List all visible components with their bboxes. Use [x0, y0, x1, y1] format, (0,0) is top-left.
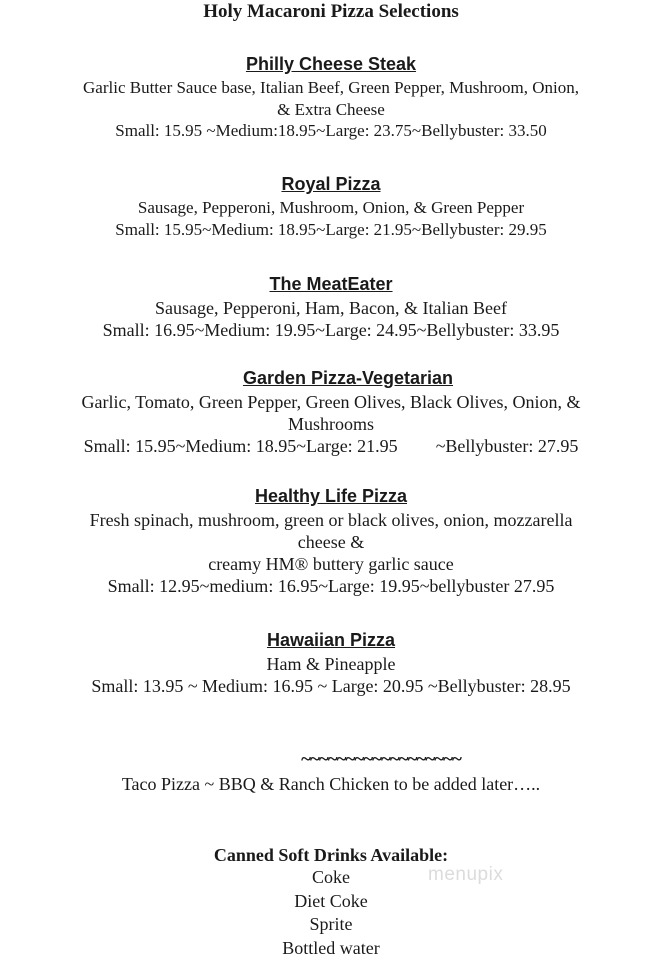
pizza-ingredients: & Extra Cheese	[277, 99, 385, 119]
drink-item: Bottled water	[282, 937, 380, 958]
pizza-prices-bellybuster: ~Bellybuster: 27.95	[435, 436, 579, 456]
pizza-healthy-life	[0, 485, 662, 597]
pizza-prices: Small: 16.95~Medium: 19.95~Large: 24.95~Bellybuster: 33.95	[102, 320, 560, 340]
pizza-meateater	[0, 273, 662, 341]
pizza-ingredients: Garlic, Tomato, Green Pepper, Green Olives, Black Olives, Onion, &	[81, 392, 581, 412]
pizza-name: Philly Cheese Steak	[245, 54, 417, 74]
menu-title: Holy Macaroni Pizza Selections	[203, 1, 459, 22]
pizza-royal	[0, 173, 662, 240]
pizza-ingredients: Fresh spinach, mushroom, green or black olives, onion, mozzarella	[89, 510, 573, 530]
menupix-watermark: menupix	[428, 864, 504, 885]
pizza-prices-main: Small: 15.95~Medium: 18.95~Large: 21.95	[83, 436, 398, 456]
drinks-title: Canned Soft Drinks Available:	[213, 845, 449, 865]
pizza-name: Royal Pizza	[281, 174, 381, 194]
pizza-prices: Small: 13.95 ~ Medium: 16.95 ~ Large: 20.95 ~Bellybuster: 28.95	[91, 676, 571, 696]
pizza-name: Hawaiian Pizza	[266, 630, 396, 650]
pizza-ingredients: Sausage, Pepperoni, Ham, Bacon, & Italian Beef	[155, 298, 507, 318]
pizza-garden-vegetarian	[0, 367, 662, 457]
drink-item: Diet Coke	[294, 890, 368, 911]
pizza-ingredients: Garlic Butter Sauce base, Italian Beef, Green Pepper, Mushroom, Onion,	[83, 78, 579, 97]
coming-soon-text: Taco Pizza ~ BBQ & Ranch Chicken to be added later…..	[121, 774, 541, 794]
pizza-hawaiian	[0, 629, 662, 697]
pizza-ingredients: creamy HM® buttery garlic sauce	[208, 554, 454, 574]
pizza-prices	[0, 435, 662, 457]
pizza-prices: Small: 15.95 ~Medium:18.95~Large: 23.75~Bellybuster: 33.50	[115, 121, 547, 140]
pizza-ingredients: Sausage, Pepperoni, Mushroom, Onion, & Green Pepper	[137, 198, 525, 217]
pizza-name: Healthy Life Pizza	[254, 486, 408, 506]
pizza-philly-cheese-steak	[0, 53, 662, 142]
pizza-ingredients: cheese &	[297, 532, 365, 552]
pizza-name: Garden Pizza-Vegetarian	[242, 368, 454, 388]
pizza-prices: Small: 12.95~medium: 16.95~Large: 19.95~bellybuster 27.95	[107, 576, 555, 596]
drink-item: Sprite	[309, 914, 353, 934]
drink-item: Coke	[312, 867, 350, 887]
coming-soon-section	[0, 750, 662, 795]
pizza-ingredients: Mushrooms	[287, 414, 374, 434]
drinks-section	[0, 844, 662, 960]
pizza-prices: Small: 15.95~Medium: 18.95~Large: 21.95~Bellybuster: 29.95	[115, 219, 547, 239]
pizza-name: The MeatEater	[269, 274, 393, 294]
tilde-divider: ~~~~~~~~~~~~~~~~~~	[301, 749, 461, 770]
pizza-ingredients: Ham & Pineapple	[266, 654, 396, 674]
